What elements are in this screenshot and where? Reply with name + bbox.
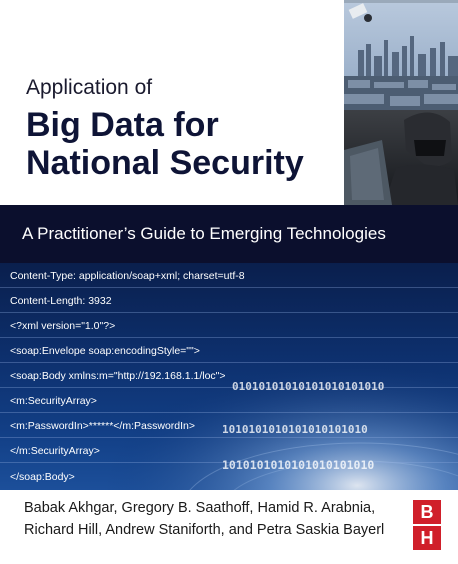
cover-photo-collage	[344, 0, 458, 205]
authors-line-1: Babak Akhgar, Gregory B. Saathoff, Hamid R. Arabnia,	[24, 500, 376, 516]
authors-line-2: Richard Hill, Andrew Staniforth, and Petra Saskia Bayerl	[24, 522, 385, 538]
code-separator	[0, 287, 458, 288]
code-separator	[0, 412, 458, 413]
code-line: <m:PasswordIn>******</m:PasswordIn>	[10, 420, 196, 432]
code-line: <?xml version="1.0"?>	[10, 320, 116, 332]
logo-letter-b: B	[413, 500, 441, 524]
code-line: <soap:Envelope soap:encodingStyle="">	[10, 345, 200, 357]
code-line: Content-Type: application/soap+xml; charset=utf-8	[10, 270, 245, 282]
subtitle: A Practitioner’s Guide to Emerging Technologies	[22, 224, 386, 243]
code-separator	[0, 437, 458, 438]
code-line: Content-Length: 3932	[10, 295, 112, 307]
code-separator	[0, 362, 458, 363]
code-line: </m:SecurityArray>	[10, 445, 100, 457]
photo-collage-image	[344, 0, 458, 205]
author-list	[24, 497, 384, 541]
code-line: <m:SecurityArray>	[10, 395, 97, 407]
title-line-2: National Security	[26, 144, 304, 182]
pre-title: Application of	[26, 76, 153, 99]
main-title	[26, 106, 304, 182]
title-line-1: Big Data for	[26, 106, 219, 144]
code-separator	[0, 312, 458, 313]
publisher-logo-icon	[413, 500, 441, 550]
binary-stream: 1010101010101010101010	[222, 423, 368, 436]
code-separator	[0, 387, 458, 388]
binary-stream: 1010101010101010101010	[222, 458, 375, 472]
binary-stream: 01010101010101010101010	[232, 380, 385, 393]
code-line: <soap:Body xmlns:m="http://192.168.1.1/loc">	[10, 370, 226, 382]
code-line: </soap:Body>	[10, 471, 75, 483]
code-separator	[0, 337, 458, 338]
logo-letter-h: H	[413, 526, 441, 550]
code-data-panel	[0, 263, 458, 490]
